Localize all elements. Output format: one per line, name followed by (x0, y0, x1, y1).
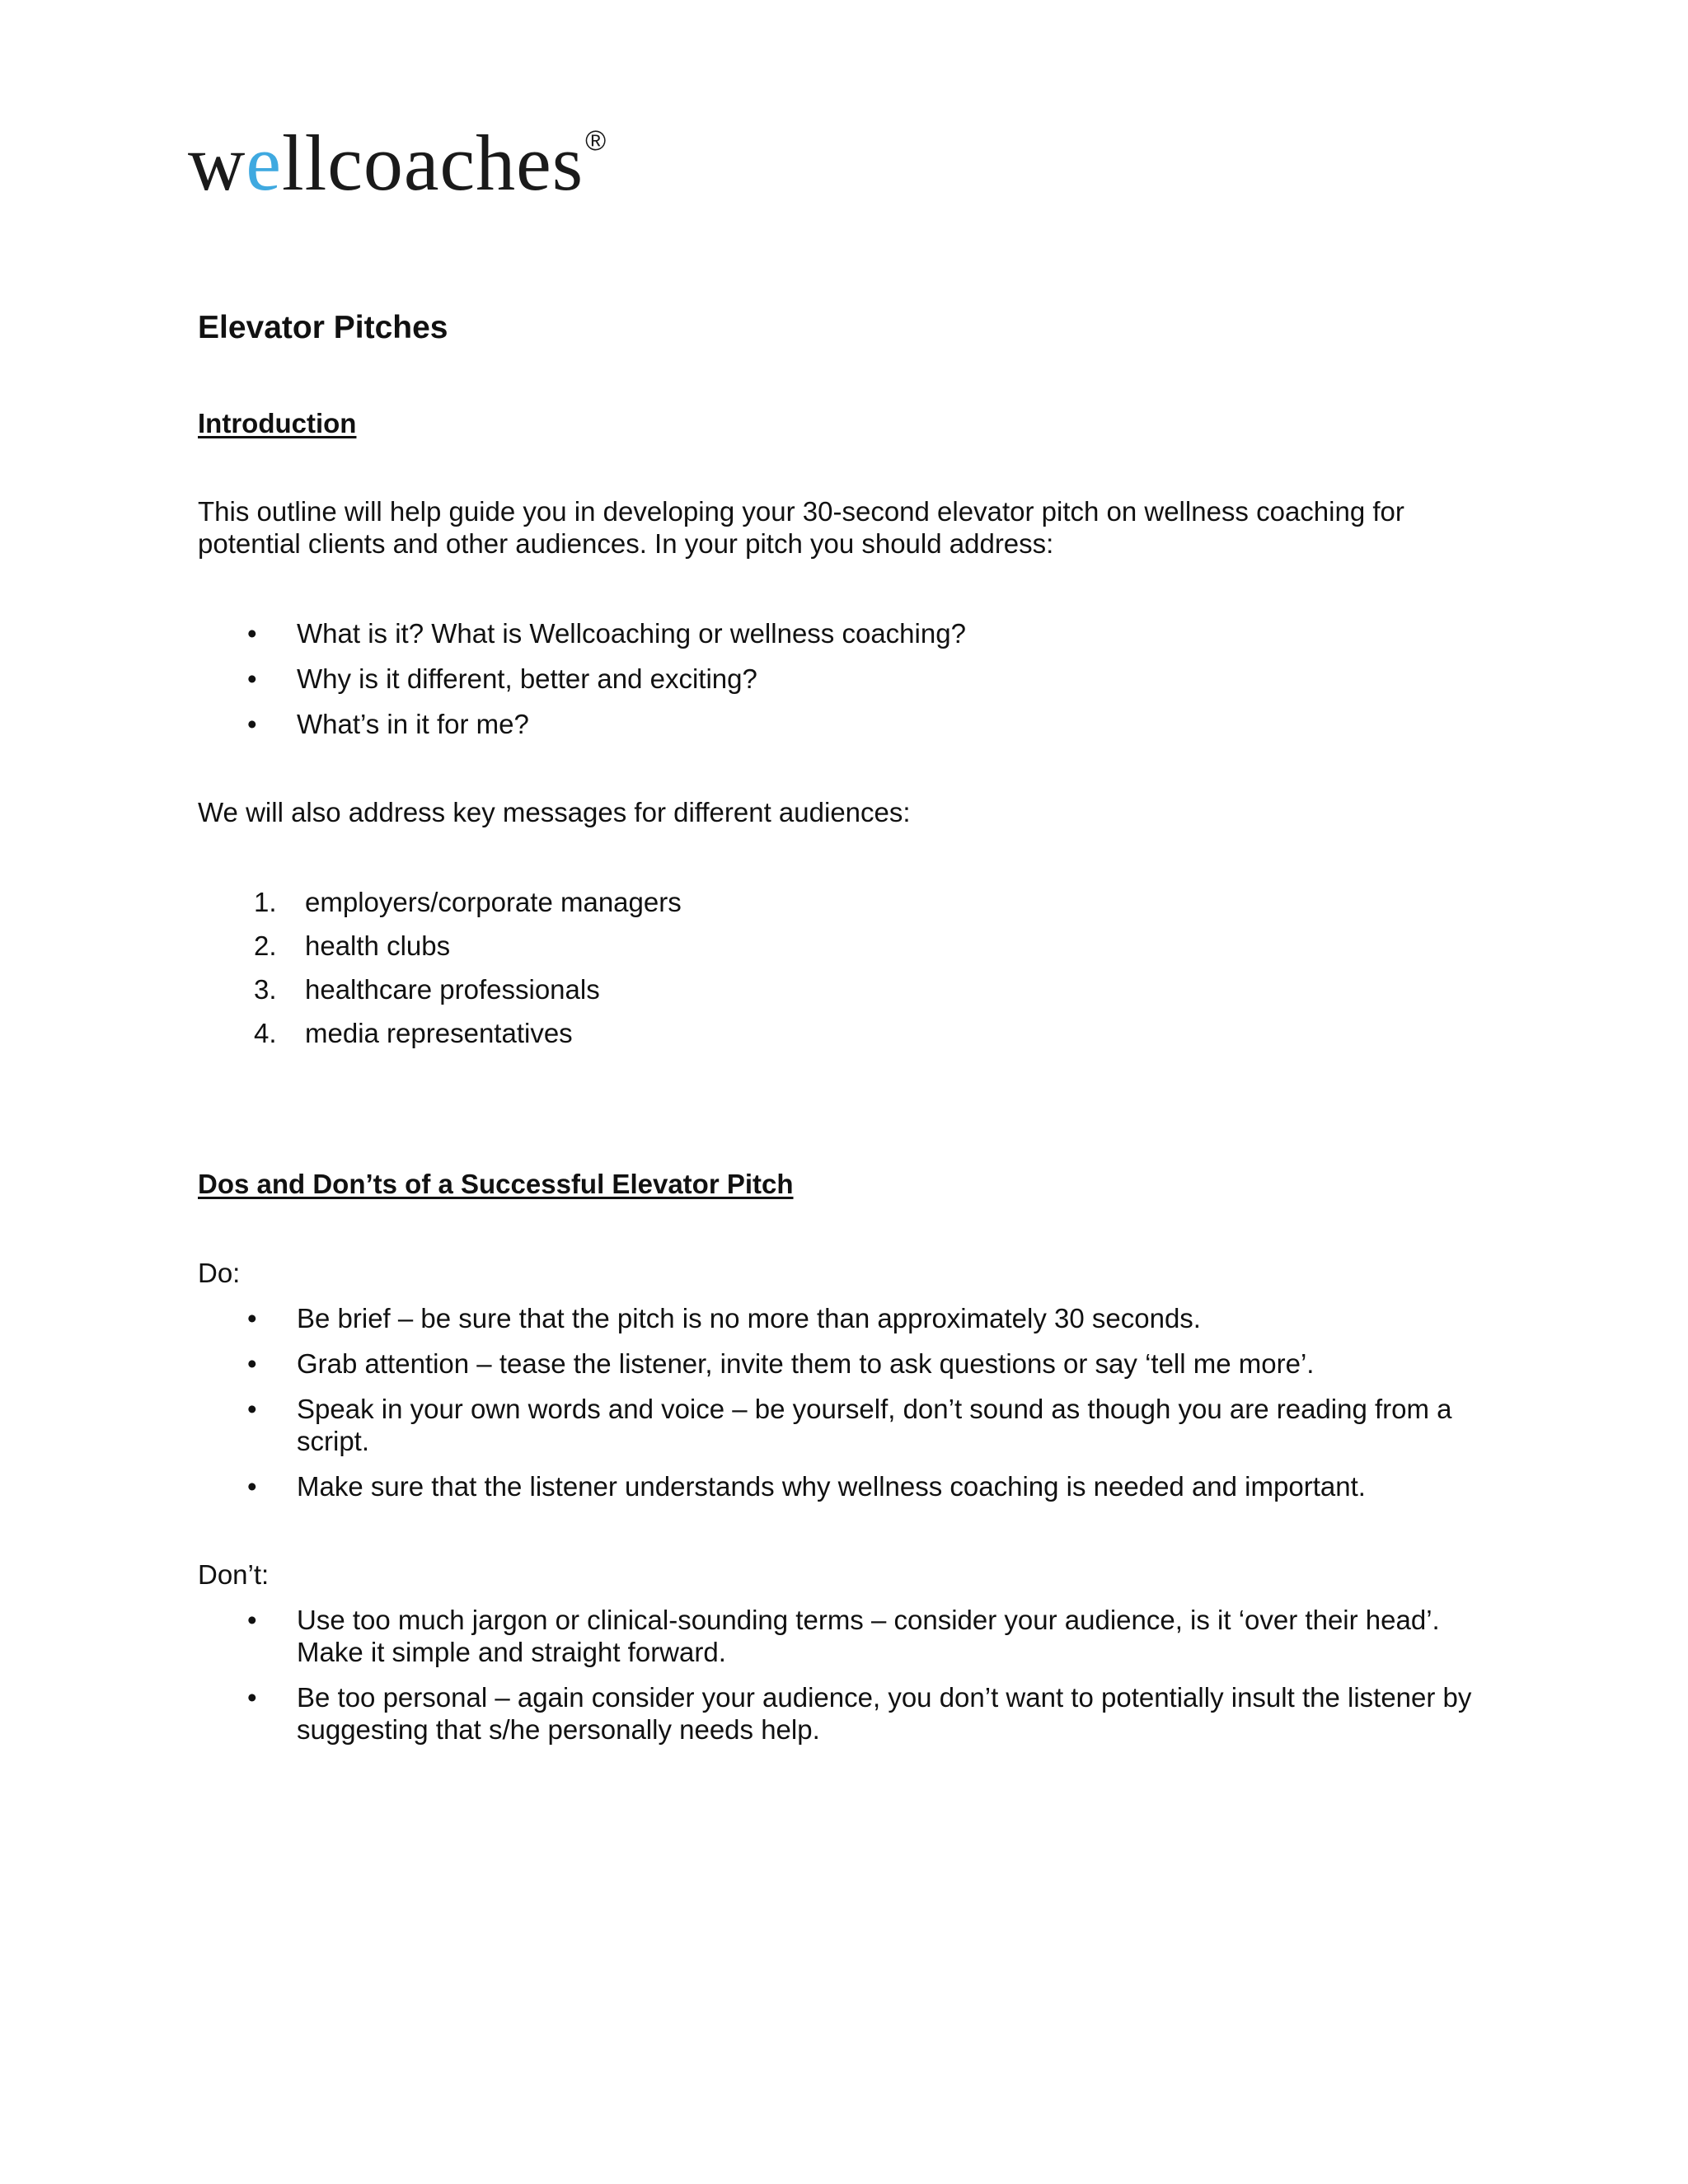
list-item: • Make sure that the listener understands why wellness coaching is needed and important. (247, 1470, 1366, 1502)
bullet-icon: • (247, 663, 257, 695)
list-item: 1. employers/corporate managers (254, 887, 682, 918)
intro-paragraph: This outline will help guide you in developing your 30-second elevator pitch on wellness coaching for potential clients and other audiences. In your pitch you should address: (198, 496, 1404, 560)
do-list (198, 1302, 1484, 1502)
list-item: • Grab attention – tease the listener, invite them to ask questions or say ‘tell me more’. (247, 1347, 1315, 1379)
intro-bullet-list (198, 617, 1484, 740)
bullet-icon: • (247, 1681, 257, 1713)
introduction-heading: Introduction (198, 407, 357, 438)
list-item: • Be brief – be sure that the pitch is no more than approximately 30 seconds. (247, 1302, 1201, 1333)
list-item: • What is it? What is Wellcoaching or wellness coaching? (247, 618, 966, 649)
bullet-icon: • (247, 1393, 257, 1424)
list-item: 3. healthcare professionals (254, 974, 600, 1005)
bullet-icon: • (247, 1302, 257, 1333)
page-title: Elevator Pitches (198, 310, 448, 345)
bullet-icon: • (247, 1470, 257, 1502)
bullet-icon: • (247, 1347, 257, 1379)
list-item: • Be too personal – again consider your audience, you don’t want to potentially insult the listener by suggesting that s/he personally needs help. (247, 1681, 1472, 1745)
registered-mark: ® (585, 125, 607, 157)
list-item: 2. health clubs (254, 930, 451, 962)
list-item: 4. media representatives (254, 1018, 573, 1049)
bullet-icon: • (247, 709, 257, 740)
dont-label: Don’t: (198, 1558, 270, 1590)
bullet-icon: • (247, 1604, 257, 1635)
bullet-icon: • (247, 618, 257, 649)
list-item: • Speak in your own words and voice – be yourself, don’t sound as though you are reading from a script. (247, 1393, 1452, 1456)
document-body (198, 309, 1484, 1759)
do-label: Do: (198, 1257, 241, 1288)
audiences-list (198, 886, 1484, 1049)
audiences-intro: We will also address key messages for different audiences: (198, 797, 911, 828)
dont-list (198, 1604, 1484, 1746)
list-item: • Use too much jargon or clinical-sounding terms – consider your audience, is it ‘over their head’. Make it simple and straight forward. (247, 1604, 1440, 1667)
wellcoaches-logo: wellcoaches® (188, 119, 607, 207)
list-item: • What’s in it for me? (247, 709, 529, 740)
list-item: • Why is it different, better and exciting? (247, 663, 757, 695)
dos-donts-heading: Dos and Don’ts of a Successful Elevator Pitch (198, 1169, 794, 1200)
